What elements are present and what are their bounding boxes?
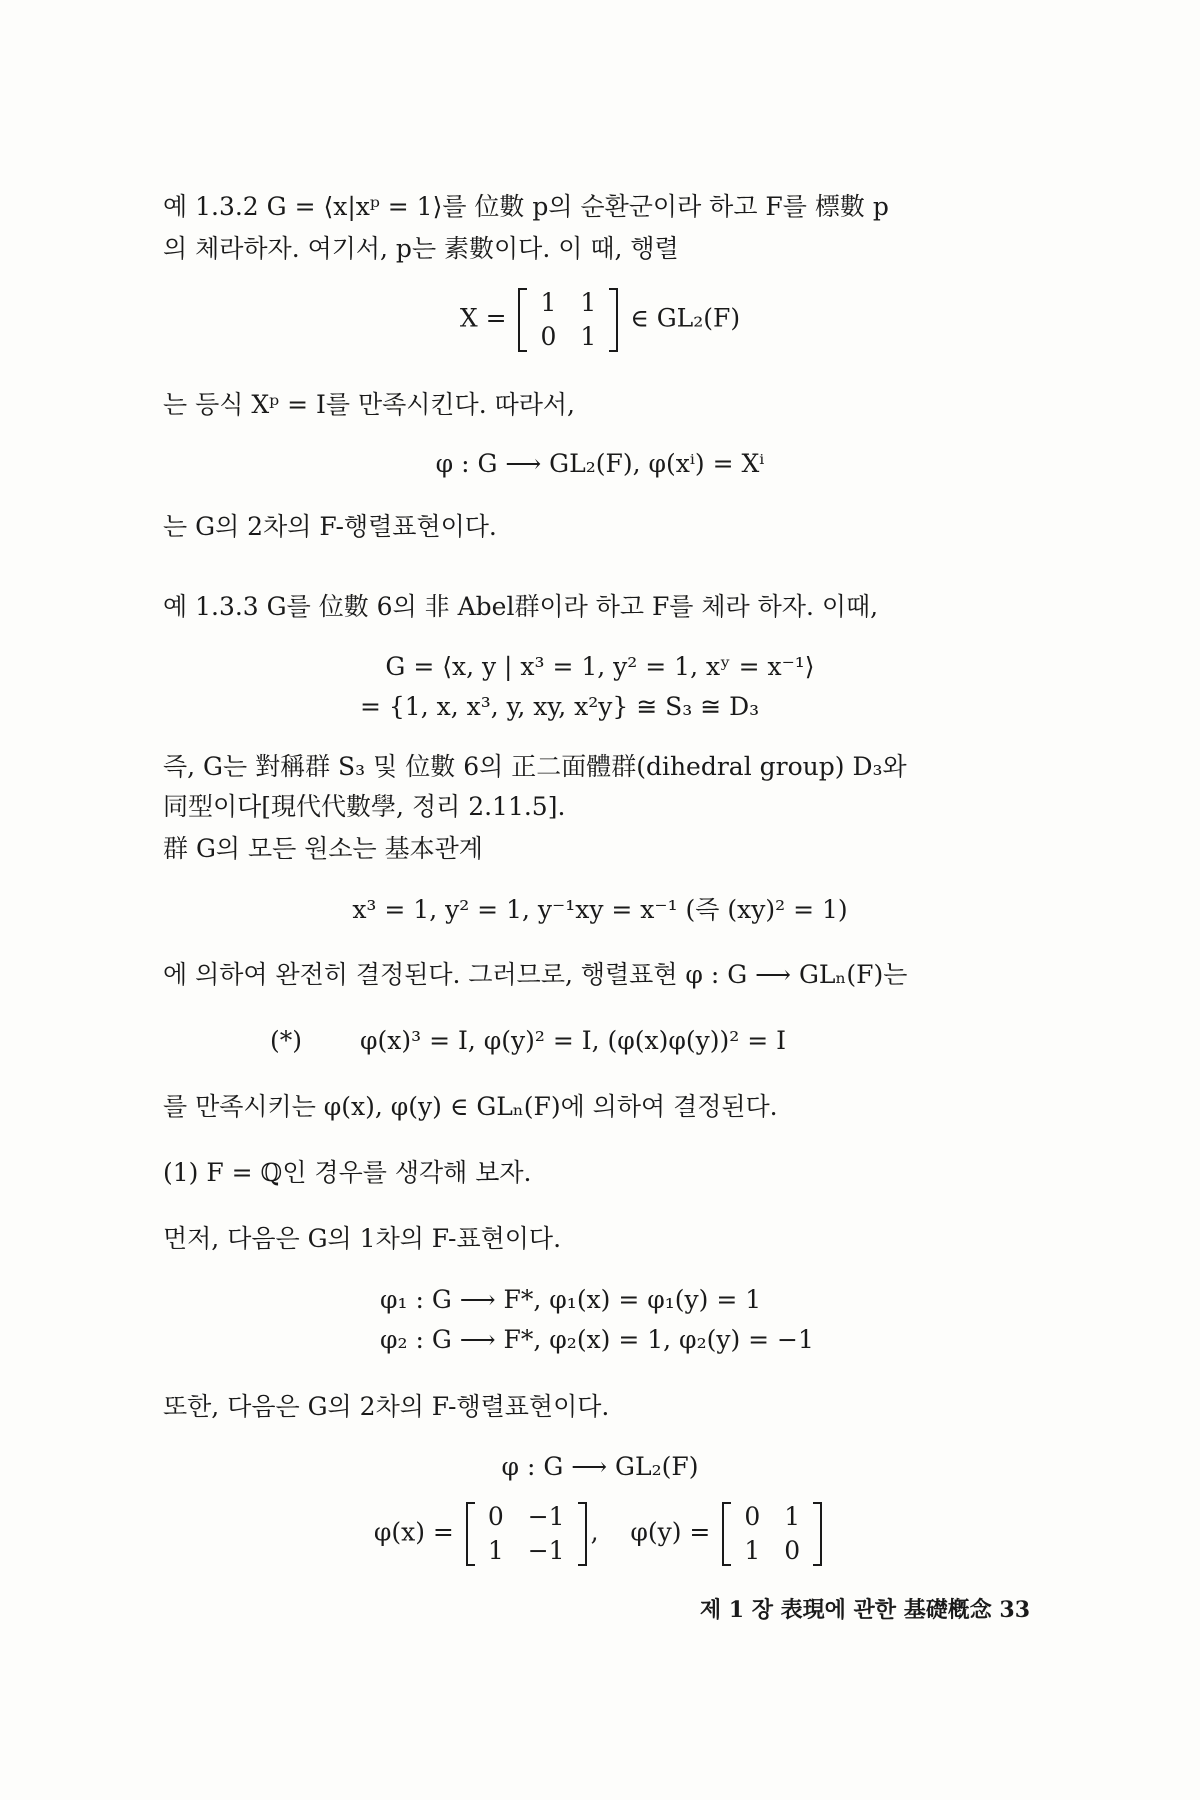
matrix-cell: 0: [744, 1502, 761, 1531]
matrix-phix: [466, 1500, 587, 1568]
ex132-matrix-equation: [0, 286, 1200, 354]
case-1: (1) F = ℚ인 경우를 생각해 보자.: [163, 1158, 532, 1187]
phi-matrices: [0, 1500, 1200, 1568]
ex133-line2: 즉, G는 對稱群 S₃ 및 位數 6의 正二面體群(dihedral group) D₃와: [163, 752, 907, 781]
matrix-cell: 1: [540, 288, 557, 317]
phi-eq: φ : G ⟶ GL₂(F): [501, 1452, 699, 1481]
matrix-cell: −1: [527, 1536, 565, 1565]
matrix-cell: 1: [487, 1536, 504, 1565]
ex133-eq1: G = ⟨x, y | x³ = 1, y² = 1, xʸ = x⁻¹⟩: [385, 652, 815, 681]
ex133-line6: 를 만족시키는 φ(x), φ(y) ∈ GLₙ(F)에 의하여 결정된다.: [163, 1092, 778, 1121]
ex133-line3: 同型이다[現代代數學, 정리 2.11.5].: [163, 792, 566, 821]
phi2-eq: φ₂ : G ⟶ F*, φ₂(x) = 1, φ₂(y) = −1: [380, 1325, 814, 1354]
matrix-cell: 1: [744, 1536, 761, 1565]
ex133-eq3: x³ = 1, y² = 1, y⁻¹xy = x⁻¹ (즉 (xy)² = 1): [352, 895, 848, 924]
matrix-cell: 1: [784, 1502, 801, 1531]
matrix-separator: ,: [590, 1517, 599, 1547]
matrix-cell: 0: [784, 1536, 801, 1565]
phix-lhs: φ(x) =: [373, 1517, 454, 1547]
matrix-cell: 1: [580, 288, 597, 317]
ex133-line1: 예 1.3.3 G를 位數 6의 非 Abel群이라 하고 F를 체라 하자. 이때,: [163, 592, 879, 621]
ex133-line4: 群 G의 모든 원소는 基本관계: [163, 834, 483, 863]
ex132-line1: 예 1.3.2 G = ⟨x|xᵖ = 1⟩를 位數 p의 순환군이라 하고 F를 標數 p: [163, 192, 889, 221]
star-label: (*): [270, 1026, 303, 1055]
matrix-x: [518, 286, 618, 354]
ex132-line4: 는 G의 2차의 F-행렬표현이다.: [163, 512, 497, 541]
matrix-rhs: ∈ GL₂(F): [630, 303, 741, 333]
ex133-line8: 또한, 다음은 G의 2차의 F-행렬표현이다.: [163, 1392, 610, 1421]
page-footer: 제 1 장 表現에 관한 基礎槪念 33: [699, 1597, 1030, 1623]
ex133-line5: 에 의하여 완전히 결정된다. 그러므로, 행렬표현 φ : G ⟶ GLₙ(F)는: [163, 960, 908, 989]
ex133-line7: 먼저, 다음은 G의 1차의 F-표현이다.: [163, 1224, 562, 1253]
ex132-line3: 는 등식 Xᵖ = I를 만족시킨다. 따라서,: [163, 390, 575, 419]
matrix-phiy: [722, 1500, 822, 1568]
matrix-cell: −1: [527, 1502, 565, 1531]
matrix-cell: 1: [580, 322, 597, 351]
star-equation: φ(x)³ = I, φ(y)² = I, (φ(x)φ(y))² = I: [360, 1026, 787, 1055]
matrix-lhs: X =: [459, 303, 507, 333]
phiy-lhs: φ(y) =: [630, 1517, 711, 1547]
phi1-eq: φ₁ : G ⟶ F*, φ₁(x) = φ₁(y) = 1: [380, 1285, 762, 1314]
matrix-cell: 0: [487, 1502, 504, 1531]
matrix-cell: 0: [540, 322, 557, 351]
ex133-eq2: = {1, x, x³, y, xy, x²y} ≅ S₃ ≅ D₃: [360, 692, 760, 721]
ex132-line2: 의 체라하자. 여기서, p는 素數이다. 이 때, 행렬: [163, 234, 679, 263]
ex132-formula: φ : G ⟶ GL₂(F), φ(xⁱ) = Xⁱ: [435, 449, 765, 478]
